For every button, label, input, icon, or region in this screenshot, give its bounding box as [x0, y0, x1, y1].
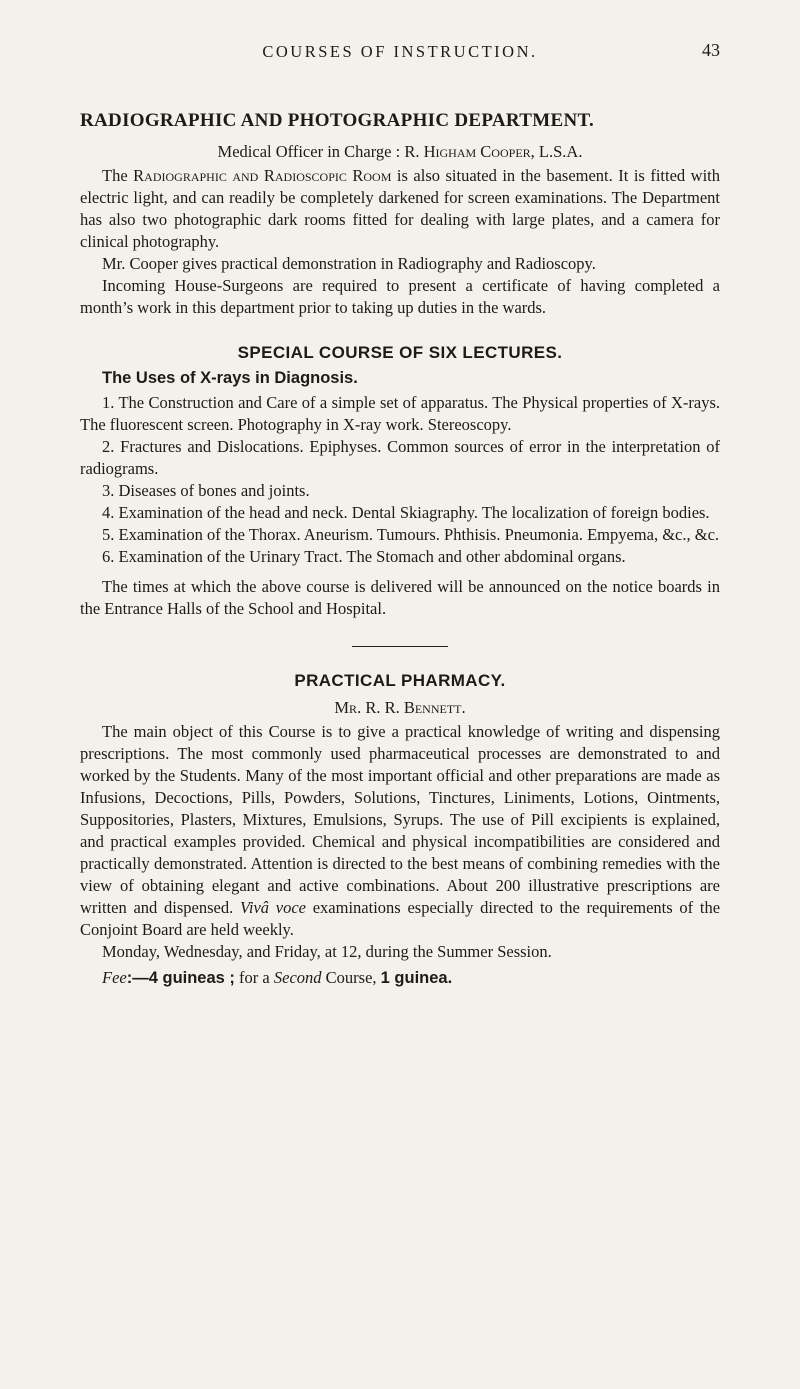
radiographic-paragraph-3: Incoming House-Surgeons are required to present a certificate of having completed a month’s work in this department prior to taking up duties in the wards. [80, 276, 720, 317]
lecture-item: 3. Diseases of bones and joints. [102, 481, 310, 500]
pharmacy-lecturer: Mr. R. R. Bennett. [334, 698, 466, 717]
running-head: COURSES OF INSTRUCTION. [262, 42, 538, 61]
special-course-subtitle: The Uses of X-rays in Diagnosis. [102, 369, 358, 387]
section-divider [352, 646, 448, 647]
fee-second-amount: 1 guinea. [380, 969, 453, 987]
radiographic-paragraph-1-text: is also situated in the basement. It is fitted with electric light, and can readily be completely darkened for screen examinations. The Department has also two photographic dark rooms fitted for dealing with large plates, and a camera for clinical photography. [80, 166, 721, 251]
fee-second-prefix: for a [239, 968, 270, 987]
lecture-item: 5. Examination of the Thorax. Aneurism. Tumours. Phthisis. Pneumonia. Empyema, &c., &c. [102, 525, 720, 544]
fee-label: Fee [102, 968, 127, 987]
pharmacy-paragraph-1-text: The main object of this Course is to give a practical knowledge of writing and dispensing prescriptions. The most commonly used pharmaceutical processes are demonstrated to and worked by the Students. Many of the most important official and other preparations are made as Infusions, Decoctions, Pills, Powders, Solutions, Tinctures, Liniments, Lotions, Ointments, Suppositories, Plasters, Mixtures, Emulsions, Syrups. The use of Pill excipients is explained, and practical examples provided. Chemical and physical incompatibilities are considered and practically demonstrated. Attention is directed to the best means of combining remedies with the view of obtaining elegant and active combinations. About 200 illustrative prescriptions are written and dispensed. [80, 722, 720, 917]
lecture-item: 6. Examination of the Urinary Tract. The Stomach and other abdominal organs. [102, 547, 626, 566]
pharmacy-paragraph-1 [80, 721, 720, 941]
room-name: Radiographic and Radioscopic Room [133, 166, 392, 185]
section-title-pharmacy: PRACTICAL PHARMACY. [294, 671, 506, 690]
fee-second-suffix: Course, [325, 968, 377, 987]
fee-second-word: Second [273, 968, 322, 987]
viva-voce: Vivâ voce [240, 898, 306, 917]
pharmacy-paragraph-1-end: examinations especially directed to the requirements of the Conjoint Board are held weekly. [80, 898, 721, 939]
fee-amount: :—4 guineas ; [126, 969, 235, 987]
section-title-radiographic: RADIOGRAPHIC AND PHOTOGRAPHIC DEPARTMENT. [80, 110, 595, 131]
lecture-item: 4. Examination of the head and neck. Dental Skiagraphy. The localization of foreign bodies. [102, 503, 710, 522]
radiographic-paragraph-2: Mr. Cooper gives practical demonstration in Radiography and Radioscopy. [102, 254, 596, 273]
pharmacy-fee [80, 967, 720, 989]
page-number: 43 [702, 40, 720, 60]
lecture-item: 2. Fractures and Dislocations. Epiphyses. Common sources of error in the interpretation of radiograms. [80, 437, 720, 478]
officer-label: Medical Officer in Charge : [217, 142, 401, 161]
special-course-note: The times at which the above course is delivered will be announced on the notice boards in the Entrance Halls of the School and Hospital. [80, 577, 720, 618]
officer-name: R. Higham Cooper, L.S.A. [404, 142, 583, 161]
section-title-special-course: SPECIAL COURSE OF SIX LECTURES. [237, 343, 563, 362]
radiographic-paragraph-1: The Radiographic and Radioscopic Room is also situated in the basement. It is fitted with electric light, and can readily be completely darkened for screen examinations. The Department has also two photographic dark rooms fitted for dealing with large plates, and a camera for clinical photography. [80, 166, 721, 251]
pharmacy-schedule: Monday, Wednesday, and Friday, at 12, during the Summer Session. [102, 942, 552, 961]
officer-line [80, 141, 720, 163]
page-content [80, 110, 720, 989]
lecture-item: 1. The Construction and Care of a simple set of apparatus. The Physical properties of X-rays. The fluorescent screen. Photography in X-ray work. Stereoscopy. [80, 393, 720, 434]
